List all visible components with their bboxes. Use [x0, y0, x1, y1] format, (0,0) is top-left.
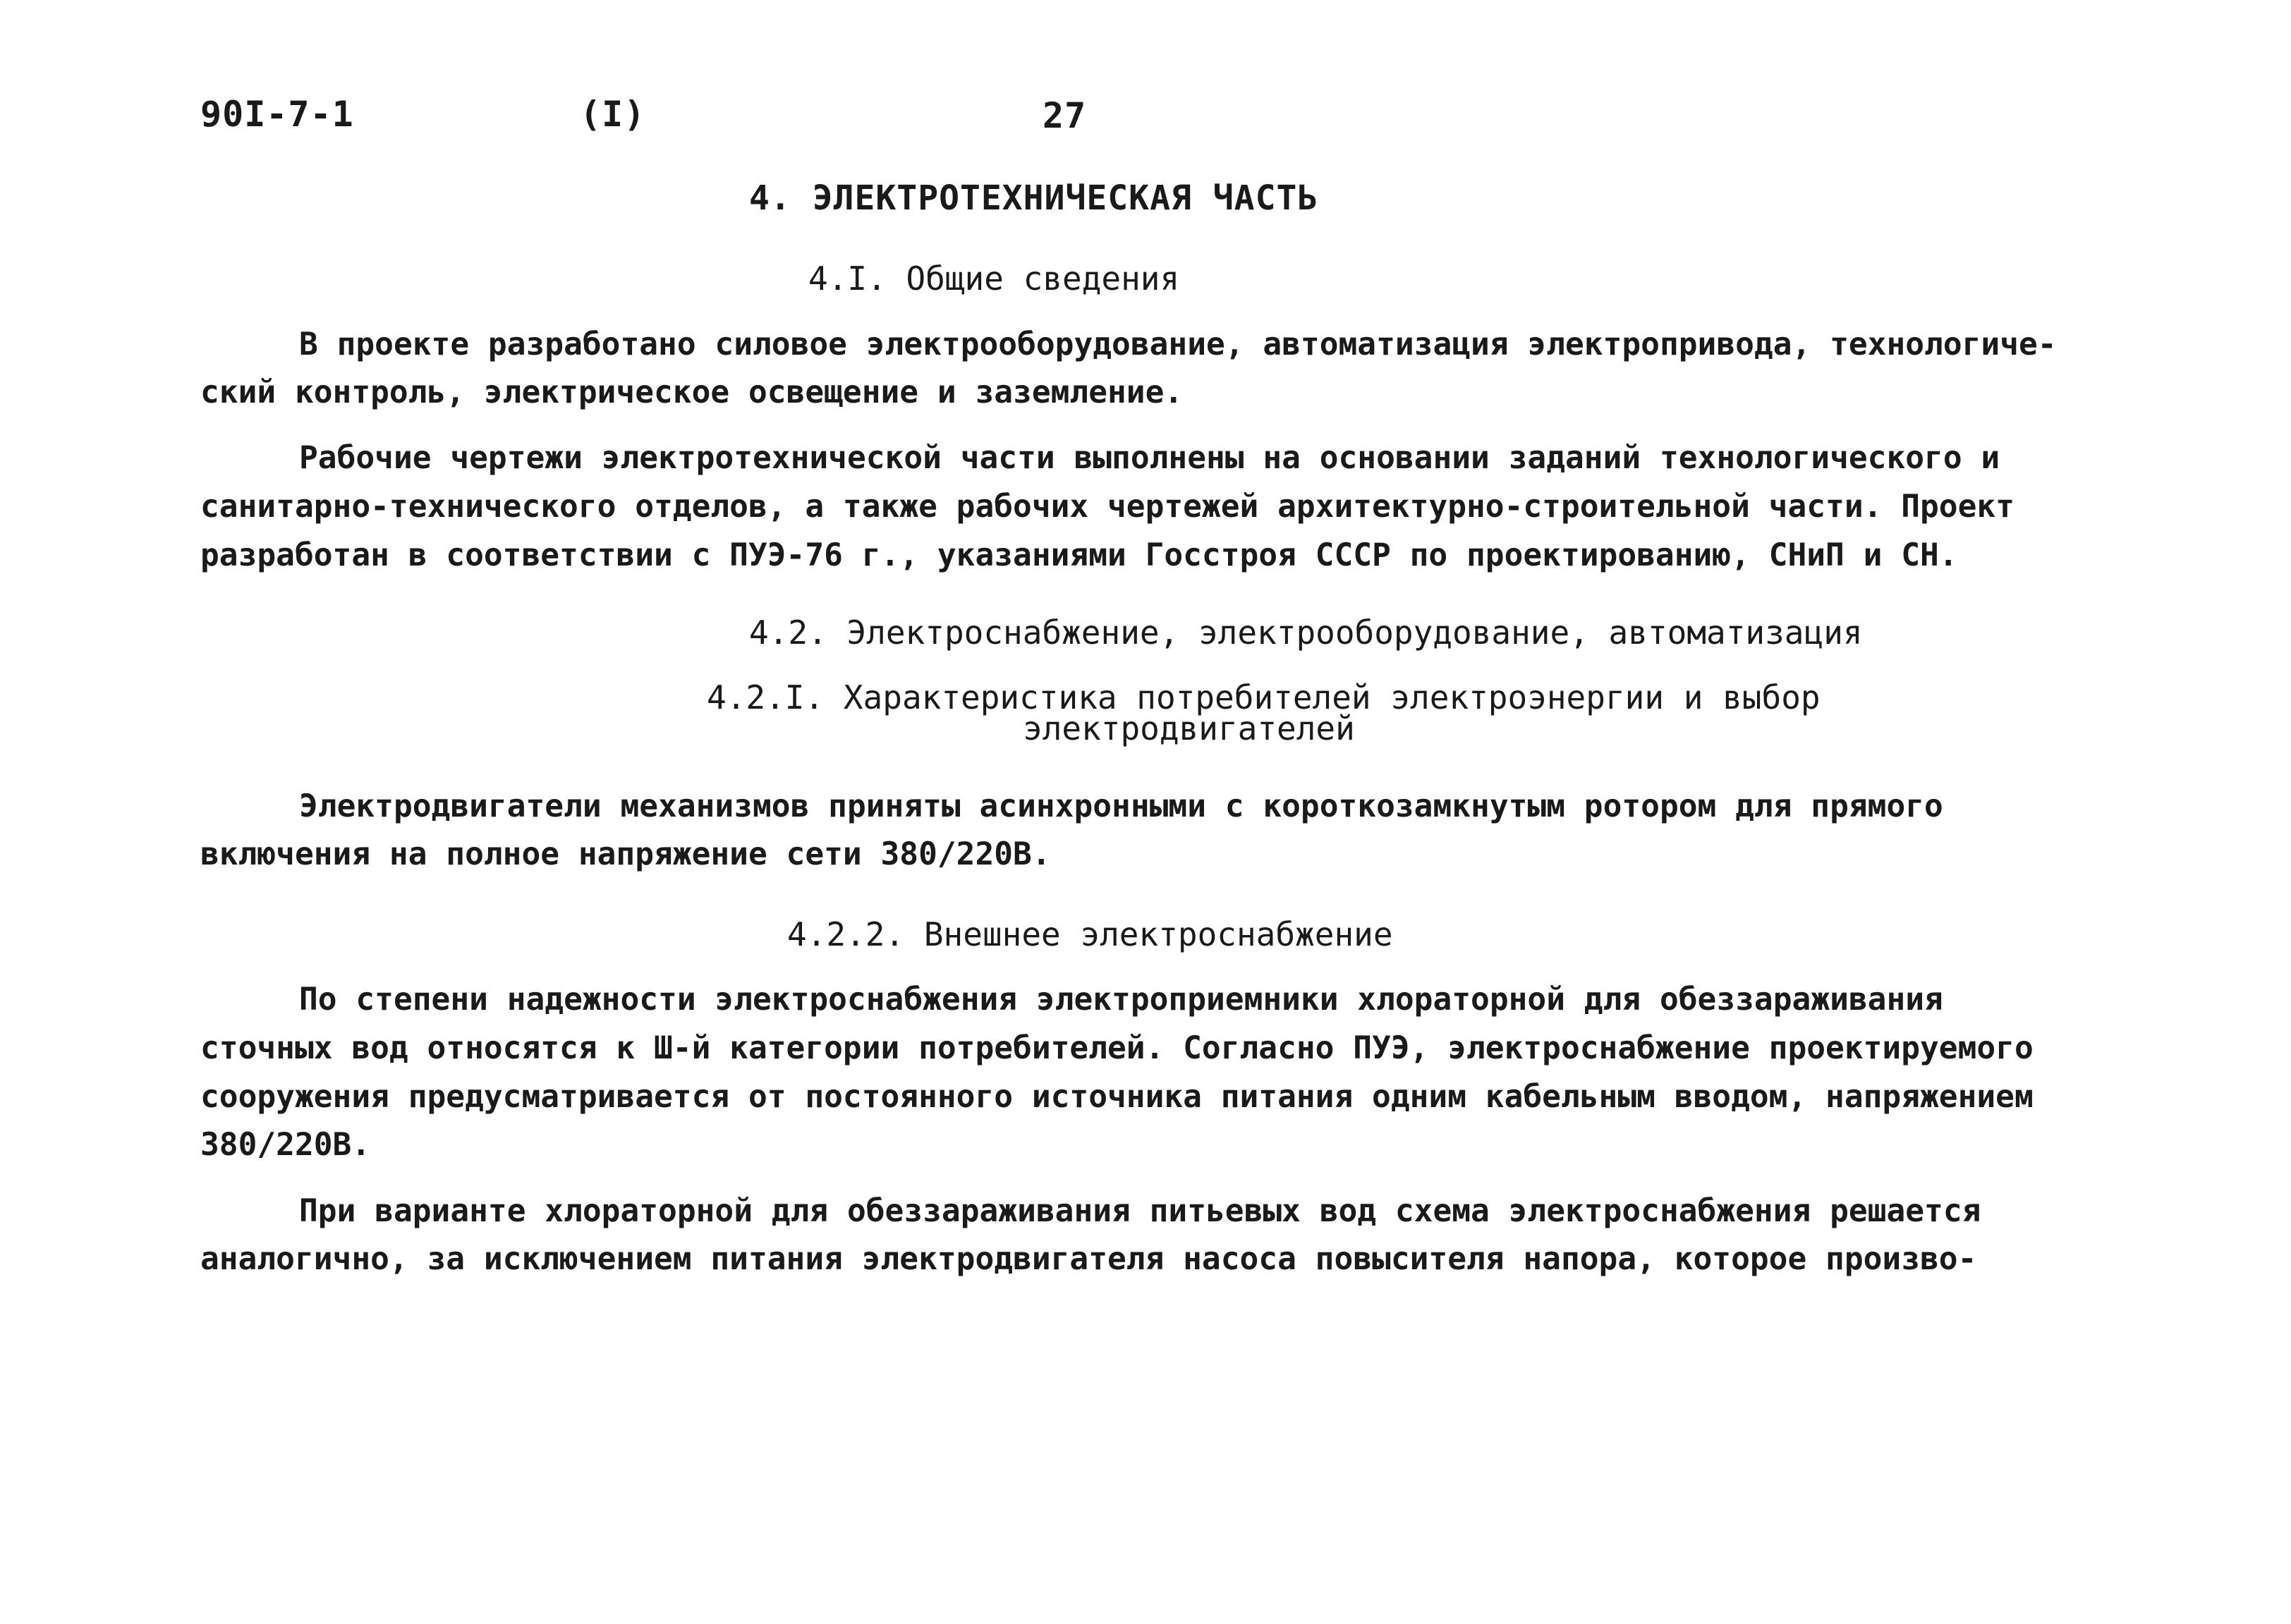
paragraph-line: Рабочие чертежи электротехнической части выполнены на основании заданий технологического и	[299, 440, 2000, 476]
doc-code: 90I-7-1	[200, 94, 354, 135]
subsection-heading-4-2-1-cont: электродвигателей	[1023, 709, 1355, 747]
doc-part: (I)	[580, 94, 646, 135]
subsection-heading-4-2: 4.2. Электроснабжение, электрооборудование, автоматизация	[749, 613, 1863, 652]
paragraph-line: 380/220В.	[200, 1127, 371, 1163]
paragraph-line: разработан в соответствии с ПУЭ-76 г., указаниями Госстроя СССР по проектированию, СНиП и СН.	[200, 537, 1958, 573]
subsection-heading-4-2-2: 4.2.2. Внешнее электроснабжение	[787, 915, 1393, 953]
paragraph-line: аналогично, за исключением питания электродвигателя насоса повысителя напора, которое произво-	[200, 1241, 1977, 1277]
paragraph-line: включения на полное напряжение сети 380/220В.	[200, 836, 1051, 872]
subsection-heading-4-2-1: 4.2.I. Характеристика потребителей электроэнергии и выбор	[707, 678, 1821, 716]
paragraph-line: При варианте хлораторной для обеззараживания питьевых вод схема электроснабжения решается	[299, 1193, 1981, 1229]
paragraph-line: санитарно-технического отделов, а также рабочих чертежей архитектурно-строительной части. Проект	[200, 489, 2015, 525]
paragraph-line: В проекте разработано силовое электрооборудование, автоматизация электропривода, технологиче-	[299, 326, 2057, 362]
paragraph-line: сточных вод относятся к Ш-й категории потребителей. Согласно ПУЭ, электроснабжение проектируемого	[200, 1030, 2034, 1066]
paragraph-line: Электродвигатели механизмов приняты асинхронными с короткозамкнутым ротором для прямого	[299, 788, 1943, 824]
page-number: 27	[1043, 95, 1087, 136]
section-title: 4. ЭЛЕКТРОТЕХНИЧЕСКАЯ ЧАСТЬ	[749, 178, 1319, 218]
paragraph-line: По степени надежности электроснабжения электроприемники хлораторной для обеззараживания	[299, 982, 1943, 1018]
subsection-heading-4-1: 4.I. Общие сведения	[808, 260, 1180, 298]
paragraph-line: ский контроль, электрическое освещение и заземление.	[200, 374, 1184, 410]
paragraph-line: сооружения предусматривается от постоянного источника питания одним кабельным вводом, напряжением	[200, 1079, 2034, 1115]
